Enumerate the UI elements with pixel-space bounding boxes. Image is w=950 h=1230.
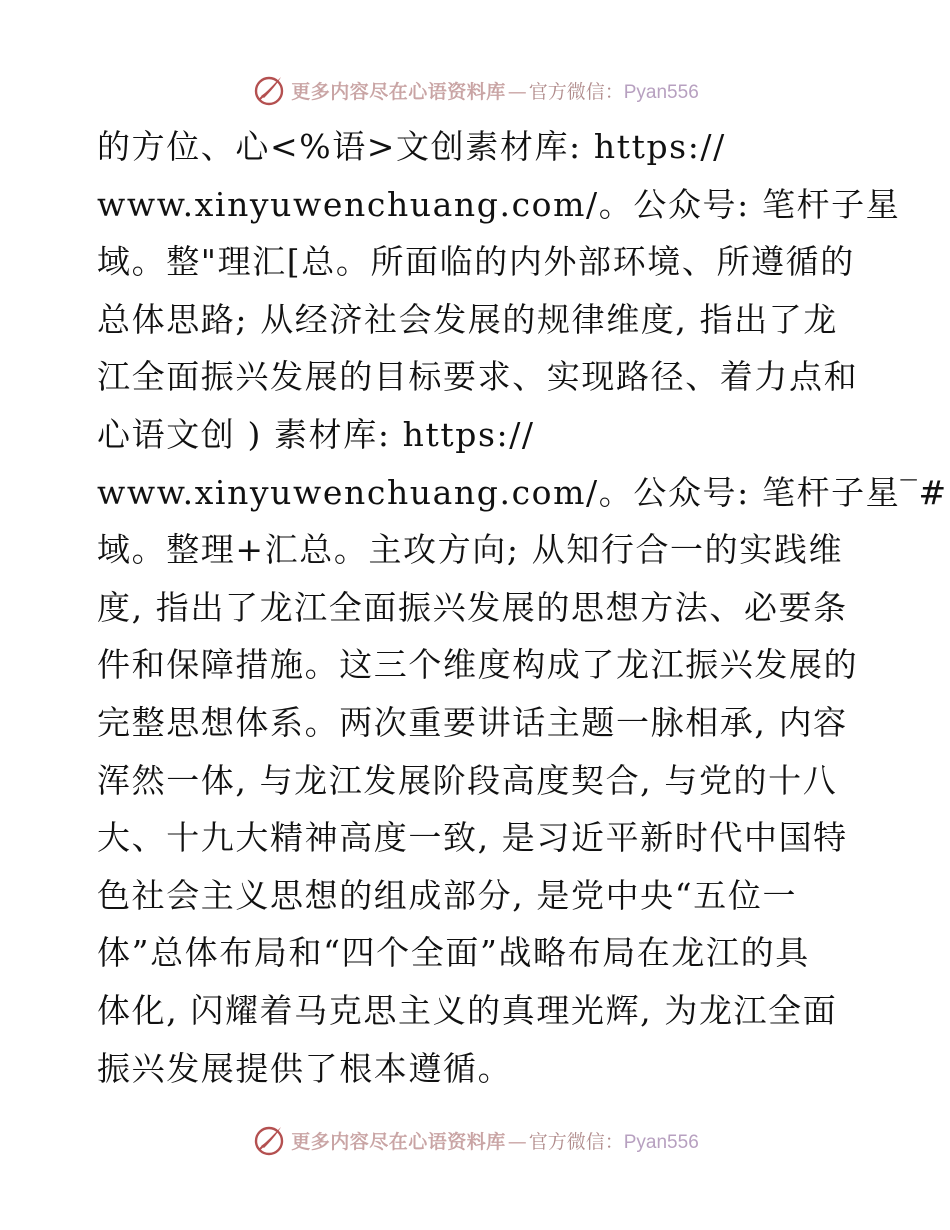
footer-separator: — [507, 1130, 527, 1153]
text-line: 域。整"理汇[总。所面临的内外部环境、所遵循的 [97, 242, 855, 282]
text-line: 总体思路; 从经济社会发展的规律维度, 指出了龙 [97, 299, 838, 339]
text-line: 件和保障措施。这三个维度构成了龙江振兴发展的 [97, 645, 859, 685]
quill-circle-logo-icon [251, 1122, 287, 1158]
footer-site-text: 更多内容尽在心语资料库 [291, 1130, 506, 1153]
header-wechat-account: Pyan556 [623, 81, 699, 103]
header-wechat-label: 官方微信： [528, 80, 624, 103]
header-separator: — [507, 80, 527, 103]
header-text [291, 77, 699, 104]
document-body [97, 118, 948, 1097]
text-line: 域。整理+汇总。主攻方向; 从知行合一的实践维 [97, 530, 844, 570]
text-line: 色社会主义思想的组成部分, 是党中央“五位一 [97, 875, 798, 915]
header-site-text: 更多内容尽在心语资料库 [291, 80, 506, 103]
text-line: 浑然一体, 与龙江发展阶段高度契合, 与党的十八 [97, 760, 838, 800]
text-line: 心语文创 ) 素材库: https:// [97, 414, 535, 454]
text-line: 体”总体布局和“四个全面”战略布局在龙江的具 [97, 933, 810, 973]
text-line: 大、十九大精神高度一致, 是习近平新时代中国特 [97, 818, 848, 858]
text-line: www.xinyuwenchuang.com/。公众号: 笔杆子星 [97, 184, 901, 224]
header-banner [0, 68, 950, 112]
text-line: 体化, 闪耀着马克思主义的真理光辉, 为龙江全面 [97, 990, 838, 1030]
quill-circle-logo-icon [251, 72, 287, 108]
text-line: 度, 指出了龙江全面振兴发展的思想方法、必要条 [97, 587, 848, 627]
footer-wechat-account: Pyan556 [623, 1131, 699, 1153]
text-line: www.xinyuwenchuang.com/。公众号: 笔杆子星‾# [97, 472, 948, 512]
footer-text [291, 1127, 699, 1154]
text-line: 完整思想体系。两次重要讲话主题一脉相承, 内容 [97, 702, 848, 742]
footer-wechat-label: 官方微信： [528, 1130, 624, 1153]
footer-banner [0, 1118, 950, 1162]
text-line: 江全面振兴发展的目标要求、实现路径、着力点和 [97, 357, 859, 397]
text-line: 振兴发展提供了根本遵循。 [97, 1048, 513, 1088]
text-line: 的方位、心<%语>文创素材库: https:// [97, 127, 726, 166]
